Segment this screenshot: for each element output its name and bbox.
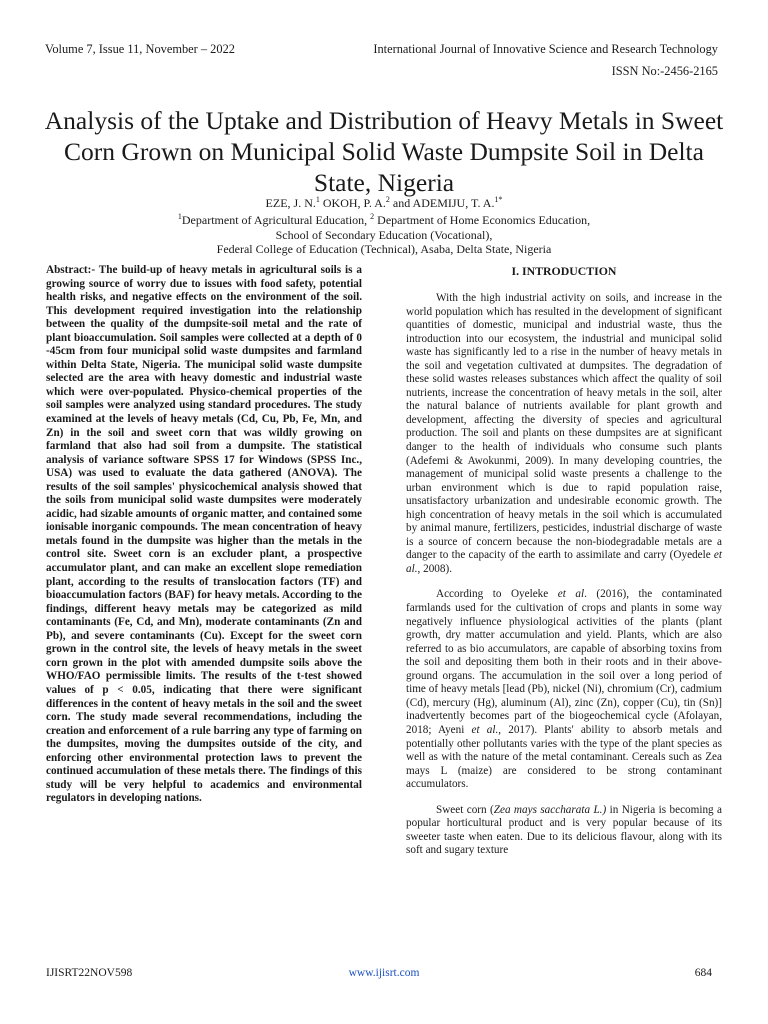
author-3: and ADEMIJU, T. A. xyxy=(389,196,495,210)
author-line xyxy=(40,193,728,210)
affiliation-line-3: Federal College of Education (Technical), Asaba, Delta State, Nigeria xyxy=(216,241,552,256)
authors-block xyxy=(40,193,728,256)
paper-title: Analysis of the Uptake and Distribution of Heavy Metals in Sweet Corn Grown on Municipal Solid Waste Dumpsite Soil in Delta State, Nigeria xyxy=(44,106,724,198)
author-1-affiliation: 1 xyxy=(315,195,320,204)
affiliation-line-2: School of Secondary Education (Vocational), xyxy=(275,227,493,242)
issn: ISSN No:-2456-2165 xyxy=(611,64,718,78)
intro-paragraph-2: According to Oyeleke et al. (2016), the contaminated farmlands used for the cultivation of crops and plants in some way negatively influence physiological activities of the plants (plant growth, dry matter accumulation and yield. Plants, which are also referred to as bio accumulators, are capable of absorbing toxins from the soil and depositing them both in their roots and in their above-ground organs. The accumulation in the soil over a long period of time of heavy metals [lead (Pb), nickel (Ni), chromium (Cr), cadmium (Cd), mercury (Hg), aluminum (Al), zinc (Zn), copper (Cu), tin (Sn)] inadvertently becomes part of the biogeochemical cycle (Afolayan, 2018; Ayeni et al., 2017). Plants' ability to absorb metals and potentially other pollutants varies with the type of the plant species as well as with the nature of the metal contaminant. Cereals such as Zea mays L (maize) are considered to be strong contaminant accumulators. xyxy=(406,588,722,791)
paper-code: IJISRT22NOV598 xyxy=(46,967,133,979)
affiliation-line-1: $^1$Department of Agricultural Education, $^2$ Department of Home Economics Education, xyxy=(177,212,591,228)
volume-info: Volume 7, Issue 11, November – 2022 xyxy=(45,42,235,56)
intro-paragraph-1: With the high industrial activity on soils, and increase in the world population which has resulted in the development of significant quantities of domestic, municipal and industrial waste, thus the introduction into our ecosystem, the industrial and municipal solid waste has significantly led to a rise in the number of heavy metals in the soil and vegetation cultivated at dumpsites. The degradation of these solid wastes releases substances which affect the quality of soil nutrients, increase the concentration of heavy metals in the soil, alter the natural balance of nutrients available for plant growth and development, affecting the diversity of species and agricultural production. The soil and plants on these dumpsites are at significant danger to the health of individuals who consume such plants (Adefemi & Awokunmi, 2009). In many developing countries, the management of municipal solid waste presents a challenge to the urban environment which is due to rapid population raise, unsatisfactory urbanization and undesirable economic growth. The high concentration of heavy metals in the soil which is accumulated by animal manure, fertilizers, pesticides, industrial discharge of waste is a source of concern because the non-biodegradable metals are a danger to the capacity of the earth to assimilate and carry (Oyedele et al., 2008). xyxy=(406,292,722,575)
introduction-column xyxy=(406,264,722,870)
journal-website xyxy=(0,967,768,979)
author-1: EZE, J. N. xyxy=(265,196,316,210)
website-link[interactable]: www.ijisrt.com xyxy=(348,967,420,979)
abstract-text: Abstract:- The build-up of heavy metals in agricultural soils is a growing source of worry due to issues with food safety, potential health risks, and negative effects on the environment of the soil. This development required investigation into the relationship between the quality of the dumpsite-soil metal and the rate of plant bioaccumulation. Soil samples were collected at a depth of 0 -45cm from four municipal solid waste dumpsites and farmland within Delta State, Nigeria. The municipal solid waste dumpsite selected are the area with heavy domestic and industrial waste which were over-populated. Physico-chemical properties of the soil samples were analyzed using standard procedures. The study examined at the levels of heavy metals (Cd, Cu, Pb, Fe, Mn, and Zn) in the soil and sweet corn that was wildly growing on farmland that also had soil from a dumpsite. The statistical analysis of variance software SPSS 17 for Windows (SPSS Inc., USA) was used to evaluate the data gathered (ANOVA). The results of the soil samples' physicochemical analysis showed that the soils from municipal solid waste dumpsites were moderately acidic, had sizable amounts of organic matter, and contained some ionisable inorganic compounds. The mean concentration of heavy metals found in the dumpsite was higher than the metals in the control site. Sweet corn is an excluder plant, a prospective accumulator plant, and can make an excellent slope remediation plant, according to the results of translocation factors (TF) and bioaccumulation factors (BAF) for heavy metals. According to the findings, different heavy metals may be categorized as mild contaminants (Fe, Cd, and Mn), moderate contaminants (Zn and Pb), and severe contaminants (Cu). Except for the sweet corn grown in the control site, the levels of heavy metals in the sweet corn grown in the plot with amended dumpsite soils above the WHO/FAO permissible limits. The results of the t-test showed values of p < 0.05, indicating that there were significant differences in the content of heavy metals in the soil and the sweet corn. The study made several recommendations, including the creation and enforcement of a rule barring any type of farming on the dumpsites, moving the dumpsites outside of the city, and enforcing other environmental protection laws to prevent the continued accumulation of these metals there. The findings of this study will be very helpful to academics and environmental regulators in developing nations. xyxy=(46,264,362,805)
page-number: 684 xyxy=(694,967,712,979)
author-3-affiliation: 1* xyxy=(494,195,503,204)
abstract-column xyxy=(46,264,362,806)
journal-name: International Journal of Innovative Science and Research Technology xyxy=(373,42,718,56)
introduction-heading: I. INTRODUCTION xyxy=(511,264,617,278)
intro-paragraph-3: Sweet corn (Zea mays saccharata L.) in Nigeria is becoming a popular horticultural product and is very popular because of its sweeter taste when eaten. Due to its delicious flavour, along with its soft and sugary texture xyxy=(406,803,723,857)
author-2-affiliation: 2 xyxy=(385,195,390,204)
author-2: OKOH, P. A. xyxy=(319,196,386,210)
